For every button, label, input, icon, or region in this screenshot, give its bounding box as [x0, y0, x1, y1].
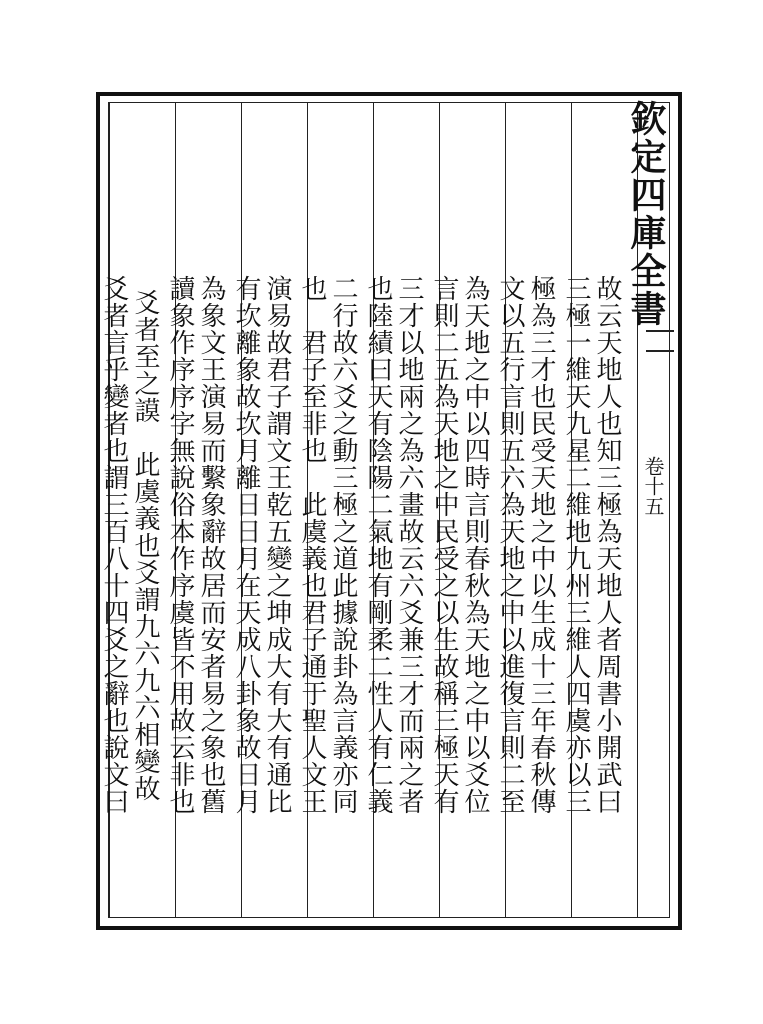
- column-text: 故云天地人也知三極為天地人者周書小開武曰: [592, 275, 622, 815]
- column-text: 爻者至之謨 此虞義也爻謂九六九六相變故: [130, 288, 160, 802]
- text-column: [97, 165, 131, 929]
- column-text: 爻者言乎變者也謂三百八十四爻之辭也說文曰: [99, 275, 129, 815]
- text-column: [427, 165, 461, 929]
- volume-label: 卷十五: [641, 456, 665, 516]
- column-text: 讀象作序序字無說俗本作序虞皆不用故云非也: [165, 275, 195, 815]
- text-column: [392, 165, 426, 929]
- column-text: 也 君子至非也 此虞義也君子通于聖人文王: [297, 275, 327, 815]
- text-column: [590, 165, 624, 929]
- text-column: [361, 165, 395, 929]
- text-column: [493, 165, 527, 929]
- text-column: [163, 165, 197, 929]
- text-column: [295, 165, 329, 929]
- book-title: 欽定四庫全書: [625, 100, 667, 328]
- column-text: 二行故六爻之動三極之道此據說卦為言義亦同: [328, 275, 358, 815]
- column-text: 為象文王演易而繫象辭故居而安者易之象也舊: [196, 275, 226, 815]
- text-column: [229, 165, 263, 929]
- column-text: 三才以地兩之為六畫故云六爻兼三才而兩之者: [394, 275, 424, 815]
- column-text: 極為三才也民受天地之中以生成十三年春秋傳: [526, 275, 556, 815]
- text-column: [524, 165, 558, 929]
- text-column: [194, 165, 228, 929]
- column-text: 三極一維天九星二維地九州三維人四虞亦以三: [561, 275, 591, 815]
- column-text: 有坎離象故坎月離日日月在天成八卦象故日月: [231, 275, 261, 815]
- fishtail-mark: [646, 330, 674, 352]
- text-column: [260, 165, 294, 929]
- column-text: 也陸績曰天有陰陽二氣地有剛柔二性人有仁義: [363, 275, 393, 815]
- text-column: [128, 165, 162, 929]
- column-text: 言則二五為天地之中民受之以生故稱三極天有: [429, 275, 459, 815]
- text-grid: [99, 102, 670, 918]
- text-column: [559, 165, 593, 929]
- column-text: 演易故君子謂文王乾五變之坤成大有大有通比: [262, 275, 292, 815]
- text-column: [326, 165, 360, 929]
- margin-header: [621, 100, 671, 340]
- column-text: 文以五行言則五六為天地之中以進復言則二至: [495, 275, 525, 815]
- text-column: [458, 165, 492, 929]
- column-text: 為天地之中以四時言則春秋為天地之中以爻位: [460, 275, 490, 815]
- page-frame: [96, 92, 682, 930]
